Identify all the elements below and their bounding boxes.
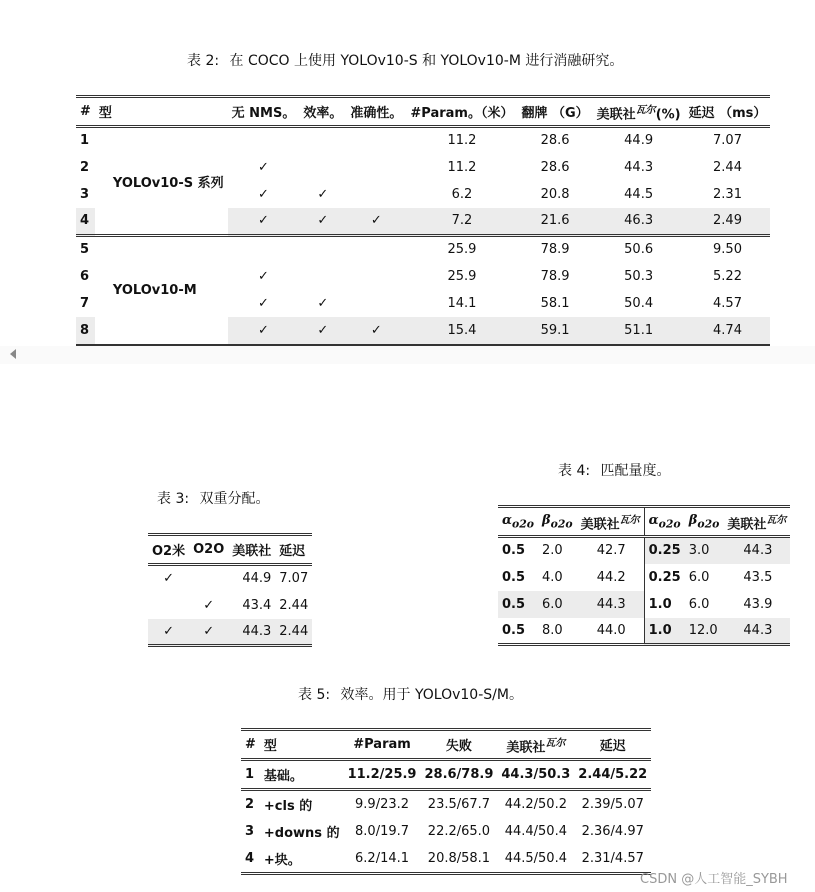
table5-cell-model: +cls 的: [263, 798, 313, 814]
table2-row-num: 1: [80, 133, 90, 149]
table5-row: [241, 846, 651, 874]
table2-group-yolov10m: YOLOv10-M: [95, 236, 228, 345]
table2-cell-latency: 4.57: [713, 295, 742, 311]
table4-cell-beta-2: 6.0: [688, 596, 710, 612]
table3-cell-ap: 44.9: [242, 571, 272, 587]
table2-cell-ap: 44.5: [624, 186, 654, 202]
table2-cell-acc: [346, 290, 406, 317]
table2-cell-param: 11.2: [447, 159, 477, 175]
table2-cell-flops: 78.9: [517, 236, 592, 263]
table4-row: [498, 618, 790, 645]
table3-header-o2m: O2米: [152, 544, 186, 559]
table3-cell-o2o: ✓: [203, 597, 215, 613]
table5-cell-ap: 44.2/50.2: [504, 796, 567, 812]
table2-cell-ap: 46.3: [593, 208, 685, 236]
table4-body: [498, 537, 790, 645]
scroll-left-arrow-icon[interactable]: [10, 349, 16, 359]
table3-caption-text: 双重分配。: [199, 491, 270, 507]
table2-cell-param: 14.1: [447, 295, 477, 311]
table5-cell-num: 4: [245, 851, 255, 867]
table2-header-nms: 无 NMS。: [231, 106, 296, 121]
table5-caption-text: 效率。用于 YOLOv10-S/M。: [340, 687, 523, 703]
table5-cell-param: 11.2/25.9: [347, 767, 417, 782]
table4-header-ap-1: 美联社$^{瓦尔}$: [580, 514, 640, 533]
table2-cell-ap: 44.9: [624, 133, 654, 149]
table2-cell-nms: ✓: [258, 295, 269, 311]
table5-header-latency: 延迟: [599, 739, 626, 754]
table2-row-num: 8: [76, 317, 95, 345]
table3-header-o2o: O2O: [193, 542, 225, 557]
table5-cell-param: 6.2/14.1: [355, 851, 410, 867]
table2-header-flops: 翻牌 （G）: [521, 106, 589, 121]
table4-cell-ap-1: 42.7: [596, 543, 626, 559]
table5-row: [241, 818, 651, 846]
table4-cell-ap-2: 43.9: [743, 596, 773, 612]
table4-header-row: [498, 507, 790, 537]
table4-header-ap-2: 美联社$^{瓦尔}$: [727, 514, 787, 533]
table4-cell-alpha-1: 0.5: [502, 622, 526, 638]
table4-caption: [558, 460, 671, 480]
table2-cell-nms: ✓: [258, 159, 269, 175]
table4-cell-ap-2: 44.3: [723, 537, 790, 564]
table2-cell-flops: 20.8: [540, 186, 570, 202]
table2-cell-ap: 50.4: [624, 295, 654, 311]
table5-header-model: 型: [263, 739, 277, 754]
table5-body: [241, 760, 651, 874]
table2-caption-text: 在 COCO 上使用 YOLOv10-S 和 YOLOv10-M 进行消融研究。: [229, 53, 624, 69]
table3-cell-o2o: ✓: [189, 619, 228, 646]
table5-cell-flops: 20.8/58.1: [427, 851, 491, 867]
table5-cell-ap: 44.3/50.3: [501, 767, 571, 782]
table4-header-alpha-2: $\alpha_{o2o}$: [644, 507, 685, 537]
table5-header-row: [241, 730, 651, 760]
table2-group-yolov10s: YOLOv10-S 系列: [112, 175, 224, 191]
table2-caption: [187, 50, 623, 70]
table2-cell-flops: 59.1: [517, 317, 592, 345]
table2-cell-latency: 2.44: [713, 159, 742, 175]
table5: [241, 728, 651, 875]
table3-caption: [157, 488, 270, 508]
table5-cell-flops: 22.2/65.0: [427, 824, 491, 839]
table5-cell-ap: 44.4/50.4: [504, 824, 567, 839]
table2-row: [76, 236, 770, 263]
table2-cell-acc: [346, 263, 406, 290]
table2-cell-ap: 50.6: [593, 236, 685, 263]
table2-cell-acc: [346, 127, 406, 154]
table3: [148, 533, 312, 647]
table3-row: [148, 565, 312, 592]
table2-cell-eff: [299, 236, 346, 263]
table3-cell-ap: 44.3: [228, 619, 275, 646]
table2-cell-eff: ✓: [299, 208, 346, 236]
table3-cell-latency: 7.07: [279, 571, 309, 587]
table3-cell-o2m: ✓: [163, 571, 174, 587]
table2-cell-acc: [346, 154, 406, 181]
table4-cell-alpha-2: 1.0: [644, 591, 685, 618]
table5-cell-ap: 44.5/50.4: [504, 851, 567, 867]
table5-cell-model: +块。: [263, 853, 301, 869]
horizontal-scrollbar[interactable]: [0, 346, 815, 364]
table2-header-latency: 延迟 （ms）: [688, 106, 767, 121]
table4-cell-alpha-1: 0.5: [502, 543, 526, 559]
table5-cell-param: 9.9/23.2: [355, 796, 410, 812]
table2-cell-nms: [228, 127, 300, 154]
table5-cell-num: 2: [245, 796, 255, 812]
table2-cell-eff: [299, 127, 346, 154]
table2-cell-flops: 28.6: [540, 159, 570, 175]
table2-cell-ap: 44.3: [624, 159, 654, 175]
table2-cell-latency: 4.74: [685, 317, 771, 345]
table3-row: [148, 592, 312, 619]
table5-cell-model: 基础。: [263, 769, 303, 784]
table5-cell-num: 1: [245, 767, 255, 782]
table4-caption-label: 表 4:: [558, 463, 591, 479]
table4-cell-alpha-2: 0.25: [644, 564, 685, 591]
table2-cell-eff: ✓: [299, 317, 346, 345]
table4-cell-beta-2: 12.0: [685, 618, 724, 645]
table2-row-num: 4: [76, 208, 95, 236]
table2-header-acc: 准确性。: [350, 106, 403, 121]
table2-cell-acc: [346, 236, 406, 263]
table4-header-beta-1: $\beta_{o2o}$: [542, 512, 573, 531]
table2-cell-acc: ✓: [346, 317, 406, 345]
table2-cell-latency: 7.07: [713, 133, 742, 149]
table5-row: [241, 760, 651, 790]
table2-cell-ap: 51.1: [593, 317, 685, 345]
table4-cell-beta-2: 3.0: [685, 537, 724, 564]
table4-cell-ap-1: 44.0: [596, 622, 626, 638]
table2-cell-param: 6.2: [451, 186, 473, 202]
table4-header-beta-2: $\beta_{o2o}$: [688, 512, 720, 531]
table3-header-row: [148, 535, 312, 565]
table5-header-param: #Param: [353, 737, 411, 752]
table2-cell-param: 15.4: [406, 317, 517, 345]
table2-cell-ap: 50.3: [624, 268, 654, 284]
table2-caption-label: 表 2:: [187, 53, 220, 69]
table3-cell-ap: 43.4: [242, 597, 272, 613]
table4-cell-ap-1: 44.2: [596, 569, 626, 585]
table2-cell-flops: 28.6: [540, 133, 570, 149]
table4: [498, 505, 790, 646]
table4-caption-text: 匹配量度。: [600, 463, 671, 479]
table4-cell-beta-1: 8.0: [542, 622, 563, 638]
table3-caption-label: 表 3:: [157, 491, 190, 507]
table3-body: [148, 565, 312, 646]
table2-cell-nms: ✓: [258, 268, 269, 284]
table4-cell-alpha-2: 0.25: [644, 537, 685, 564]
table2-row-num: 3: [80, 186, 90, 202]
table2-cell-flops: 21.6: [517, 208, 592, 236]
table2-cell-param: 11.2: [447, 133, 477, 149]
table5-header-num: #: [245, 737, 256, 752]
table2-cell-latency: 5.22: [713, 268, 742, 284]
table4-cell-alpha-1: 0.5: [498, 591, 538, 618]
table2-cell-param: 25.9: [406, 236, 517, 263]
table4-cell-alpha-2: 1.0: [644, 618, 685, 645]
table4-cell-ap-2: 44.3: [723, 618, 790, 645]
table2-cell-acc: [346, 181, 406, 208]
table4-header-alpha-1: $\alpha_{o2o}$: [502, 512, 534, 531]
table2-cell-nms: ✓: [228, 317, 300, 345]
table2-row-num: 5: [76, 236, 95, 263]
table4-row: [498, 537, 790, 564]
table2-cell-param: 25.9: [447, 268, 477, 284]
table5-header-ap: 美联社$^{瓦尔}$: [506, 737, 566, 756]
table2-row-num: 7: [80, 295, 90, 311]
table2-cell-eff: [299, 263, 346, 290]
table5-caption: [298, 684, 523, 704]
table4-cell-beta-1: 4.0: [542, 569, 563, 585]
table4-cell-ap-1: 44.3: [577, 591, 645, 618]
table5-row: [241, 790, 651, 818]
table2-cell-nms: ✓: [258, 186, 269, 202]
table5-cell-latency: 2.44/5.22: [578, 767, 648, 782]
table4-row: [498, 564, 790, 591]
table3-cell-o2m: [148, 592, 189, 619]
table2-cell-latency: 2.49: [685, 208, 771, 236]
table2-header-row: [76, 97, 770, 127]
table2-cell-eff: ✓: [317, 186, 329, 202]
table5-cell-latency: 2.39/5.07: [581, 796, 644, 812]
table3-cell-latency: 2.44: [279, 597, 309, 613]
table4-cell-beta-1: 6.0: [538, 591, 577, 618]
table2-cell-param: 7.2: [406, 208, 517, 236]
table2-header-num: #: [80, 104, 91, 119]
table3-cell-o2o: [189, 565, 228, 592]
table2-cell-flops: 78.9: [540, 268, 570, 284]
table2: [76, 95, 770, 346]
table2-row-num: 2: [80, 159, 90, 175]
table2-cell-acc: ✓: [346, 208, 406, 236]
table5-cell-latency: 2.36/4.97: [581, 824, 644, 839]
table3-header-ap: 美联社: [232, 544, 272, 559]
table2-cell-eff: ✓: [317, 295, 329, 311]
table4-cell-ap-2: 43.5: [743, 569, 773, 585]
table5-cell-param: 8.0/19.7: [355, 824, 410, 839]
table2-cell-flops: 58.1: [540, 295, 570, 311]
table5-cell-model: +downs 的: [263, 826, 340, 841]
table3-row: [148, 619, 312, 646]
table4-cell-beta-2: 6.0: [688, 569, 710, 585]
table3-header-latency: 延迟: [279, 544, 306, 559]
table2-row: [76, 127, 770, 154]
table2-header-eff: 效率。: [303, 106, 343, 121]
table2-cell-latency: 9.50: [685, 236, 771, 263]
table4-cell-alpha-1: 0.5: [502, 569, 526, 585]
table2-cell-eff: [299, 154, 346, 181]
table2-cell-nms: ✓: [228, 208, 300, 236]
table5-cell-latency: 2.31/4.57: [581, 851, 644, 867]
table2-cell-latency: 2.31: [713, 186, 742, 202]
table4-row: [498, 591, 790, 618]
table2-header-ap: 美联社$^{瓦尔}$(%): [596, 104, 681, 123]
table5-cell-num: 3: [245, 824, 255, 839]
table2-header-model: 型: [98, 106, 112, 121]
table2-row-num: 6: [80, 268, 90, 284]
csdn-watermark: CSDN @人工智能_SYBH: [640, 872, 788, 887]
table2-cell-nms: [228, 236, 300, 263]
table2-body: [76, 127, 770, 345]
table5-header-flops: 失败: [445, 739, 472, 754]
table3-cell-latency: 2.44: [275, 619, 312, 646]
table3-cell-o2m: ✓: [148, 619, 189, 646]
table5-cell-flops: 28.6/78.9: [424, 767, 494, 782]
table5-caption-label: 表 5:: [298, 687, 331, 703]
table2-header-param: #Param。（米）: [410, 106, 514, 121]
table4-cell-beta-1: 2.0: [542, 543, 563, 559]
table5-cell-flops: 23.5/67.7: [427, 796, 491, 812]
